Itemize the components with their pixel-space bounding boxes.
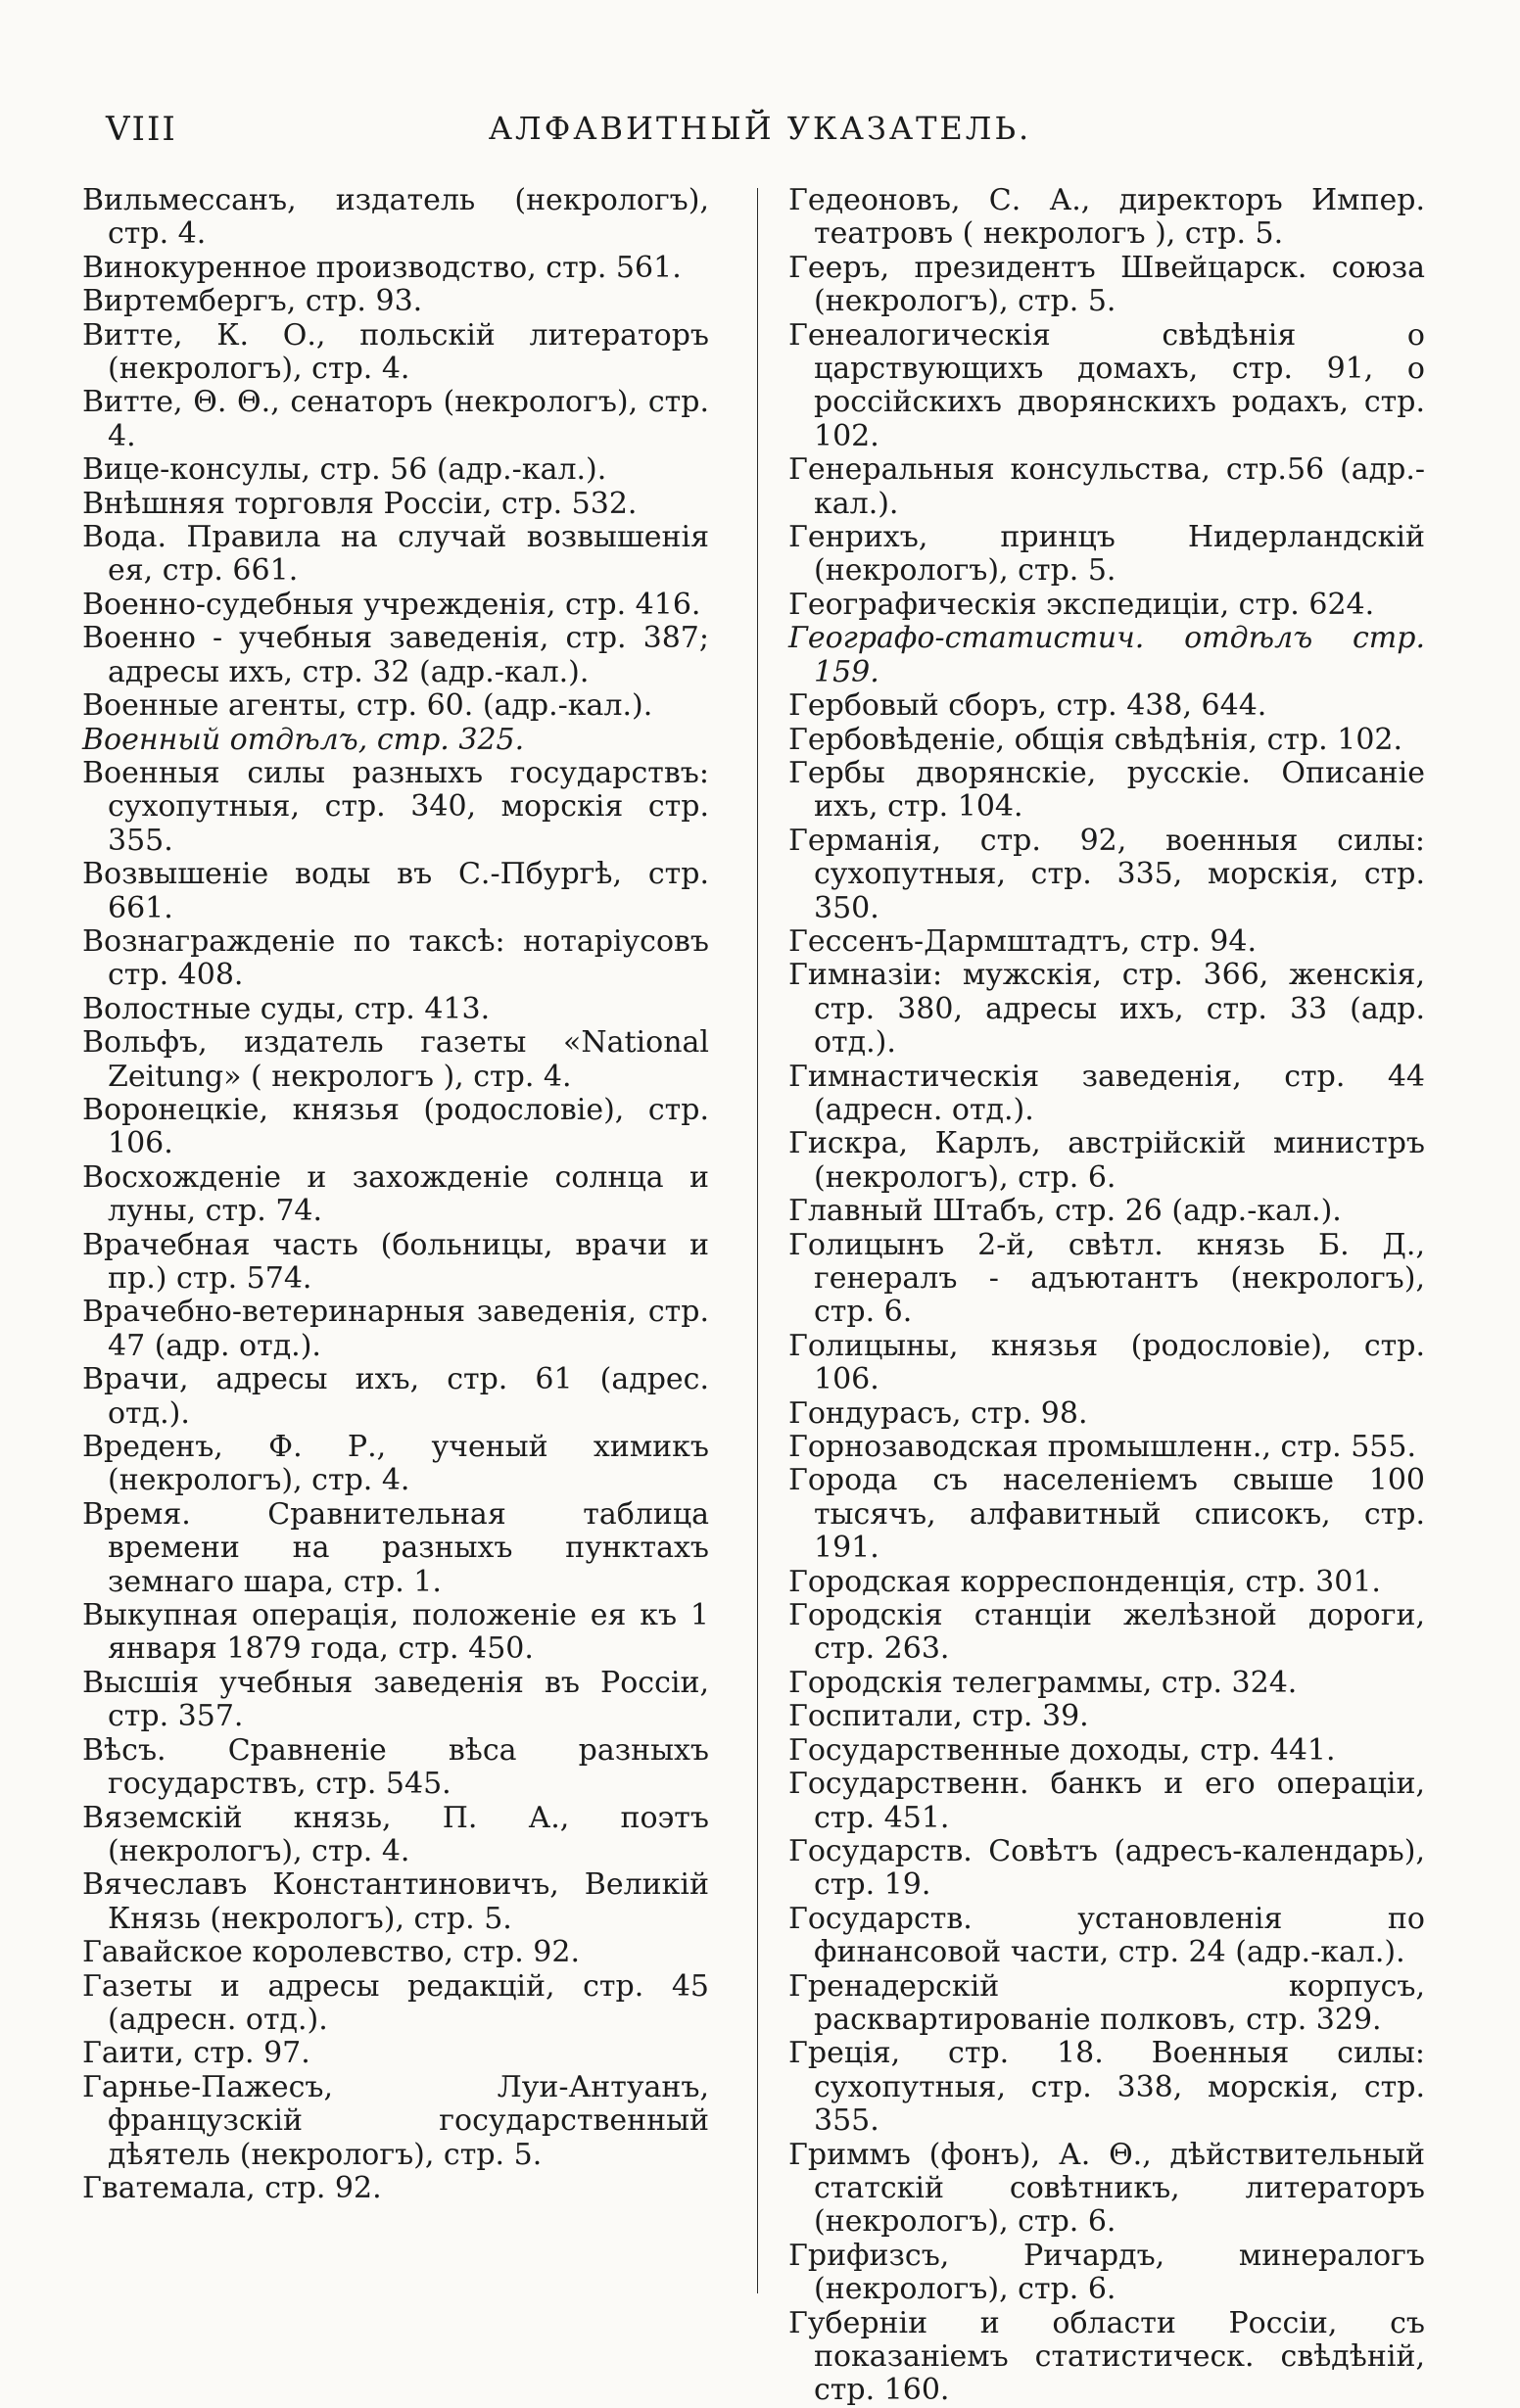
index-entry: Голицынъ 2-й, свѣтл. князь Б. Д., генералъ - адъютантъ (некрологъ), стр. 6. bbox=[788, 1227, 1425, 1330]
index-entry: Воронецкіе, князья (родословіе), стр. 106. bbox=[82, 1092, 709, 1161]
index-entry: Военные агенты, стр. 60. (адр.-кал.). bbox=[82, 688, 653, 724]
index-entry: Гренадерскій корпусъ, расквартированіе полковъ, стр. 329. bbox=[788, 1968, 1425, 2037]
index-entry: Витте, Θ. Θ., сенаторъ (некрологъ), стр. 4. bbox=[82, 385, 709, 453]
index-entry: Вольфъ, издатель газеты «National Zeitung» ( некрологъ ), стр. 4. bbox=[82, 1025, 709, 1094]
index-entry: Военный отдѣлъ, стр. 325. bbox=[82, 722, 525, 757]
index-entry: Вѣсъ. Сравненіе вѣса разныхъ государствъ, стр. 545. bbox=[82, 1732, 709, 1802]
index-entry: Выкупная операція, положеніе ея къ 1 января 1879 года, стр. 450. bbox=[82, 1598, 709, 1667]
index-entry: Германія, стр. 92, военныя силы: сухопутныя, стр. 335, морскія, стр. 350. bbox=[788, 823, 1425, 925]
index-entry: Врачи, адресы ихъ, стр. 61 (адрес. отд.). bbox=[82, 1362, 709, 1431]
index-entry: Гарнье-Пажесъ, Луи-Антуанъ, французскій государственный дѣятель (некрологъ), стр. 5. bbox=[82, 2069, 709, 2172]
index-entry: Генеральныя консульства, стр.56 (адр.-кал.). bbox=[788, 452, 1425, 521]
index-entry: Гербовый сборъ, стр. 438, 644. bbox=[788, 688, 1267, 724]
index-entry: Вице-консулы, стр. 56 (адр.-кал.). bbox=[82, 452, 607, 488]
index-entry: Голицыны, князья (родословіе), стр. 106. bbox=[788, 1328, 1425, 1397]
index-entry: Городскія станціи желѣзной дороги, стр. 263. bbox=[788, 1598, 1425, 1667]
column-divider bbox=[757, 188, 758, 2293]
index-entry: Государственн. банкъ и его операціи, стр. 451. bbox=[788, 1767, 1425, 1835]
index-entry: Гербовѣденіе, общія свѣдѣнія, стр. 102. bbox=[788, 722, 1403, 757]
index-entry: Государственные доходы, стр. 441. bbox=[788, 1732, 1336, 1768]
index-entry: Гаити, стр. 97. bbox=[82, 2036, 310, 2071]
left-column bbox=[82, 184, 709, 2205]
page-number: VIII bbox=[106, 110, 177, 149]
index-entry: Время. Сравнительная таблица времени на разныхъ пунктахъ земнаго шара, стр. 1. bbox=[82, 1496, 709, 1599]
index-entry: Вреденъ, Ф. Р., ученый химикъ (некрологъ), стр. 4. bbox=[82, 1430, 709, 1498]
index-entry: Виртембергъ, стр. 93. bbox=[82, 284, 423, 319]
index-entry: Гавайское королевство, стр. 92. bbox=[82, 1935, 581, 1970]
index-entry: Витте, К. О., польскій литераторъ (некрологъ), стр. 4. bbox=[82, 317, 709, 387]
index-entry: Гимназіи: мужскія, стр. 366, женскія, стр. 380, адресы ихъ, стр. 33 (адр. отд.). bbox=[788, 958, 1425, 1061]
index-entry: Главный Штабъ, стр. 26 (адр.-кал.). bbox=[788, 1194, 1342, 1229]
index-entry: Волостные суды, стр. 413. bbox=[82, 991, 491, 1026]
running-title: АЛФАВИТНЫЙ УКАЗАТЕЛЬ. bbox=[488, 110, 1032, 147]
index-entry: Губерніи и области Россіи, съ показаніемъ статистическ. свѣдѣній, стр. 160. bbox=[788, 2305, 1425, 2408]
index-entry: Врачебно-ветеринарныя заведенія, стр. 47 (адр. отд.). bbox=[82, 1295, 709, 1363]
index-entry: Вильмессанъ, издатель (некрологъ), стр. 4. bbox=[82, 183, 709, 252]
index-entry: Греція, стр. 18. Военныя силы: сухопутныя, стр. 338, морскія, стр. 355. bbox=[788, 2036, 1425, 2139]
index-entry: Гимнастическія заведенія, стр. 44 (адресн. отд.). bbox=[788, 1059, 1425, 1127]
index-entry: Восхожденіе и захожденіе солнца и луны, стр. 74. bbox=[82, 1159, 709, 1229]
index-entry: Гессенъ-Дармштадтъ, стр. 94. bbox=[788, 923, 1257, 959]
index-entry: Военно-судебныя учрежденія, стр. 416. bbox=[82, 587, 701, 622]
index-entry: Грифизсъ, Ричардъ, минералогъ (некрологъ), стр. 6. bbox=[788, 2238, 1425, 2307]
index-entry: Винокуренное производство, стр. 561. bbox=[82, 250, 682, 285]
right-column bbox=[788, 184, 1425, 2408]
index-entry: Гондурасъ, стр. 98. bbox=[788, 1395, 1088, 1431]
index-entry: Вода. Правила на случай возвышенія ея, стр. 661. bbox=[82, 520, 709, 589]
index-entry: Горнозаводская промышленн., стр. 555. bbox=[788, 1430, 1417, 1465]
index-entry: Газеты и адресы редакцій, стр. 45 (адресн. отд.). bbox=[82, 1968, 709, 2037]
index-entry: Вознагражденіе по таксѣ: нотаріусовъ стр. 408. bbox=[82, 923, 709, 993]
index-entry: Городская корреспонденція, стр. 301. bbox=[788, 1564, 1381, 1599]
index-entry: Гискра, Карлъ, австрійскій министръ (некрологъ), стр. 6. bbox=[788, 1126, 1425, 1195]
index-entry: Государств. установленія по финансовой части, стр. 24 (адр.-кал.). bbox=[788, 1901, 1425, 1970]
index-entry: Вячеславъ Константиновичъ, Великій Князь (некрологъ), стр. 5. bbox=[82, 1867, 709, 1936]
index-entry: Гватемала, стр. 92. bbox=[82, 2170, 382, 2205]
index-entry: Геeръ, президентъ Швейцарск. союза (некрологъ), стр. 5. bbox=[788, 250, 1425, 319]
index-entry: Гербы дворянскіе, русскіе. Описаніе ихъ, стр. 104. bbox=[788, 755, 1425, 825]
index-entry: Врачебная часть (больницы, врачи и пр.) стр. 574. bbox=[82, 1227, 709, 1296]
index-entry: Военно - учебныя заведенія, стр. 387; адресы ихъ, стр. 32 (адр.-кал.). bbox=[82, 621, 709, 689]
page-header bbox=[94, 110, 1426, 168]
index-entry: Географическія экспедиціи, стр. 624. bbox=[788, 587, 1375, 622]
index-entry: Внѣшняя торговля Россіи, стр. 532. bbox=[82, 486, 638, 521]
index-entry: Города съ населеніемъ свыше 100 тысячъ, алфавитный списокъ, стр. 191. bbox=[788, 1463, 1425, 1566]
index-entry: Возвышеніе воды въ С.-Пбургѣ, стр. 661. bbox=[82, 857, 709, 925]
index-entry: Гриммъ (фонъ), А. Θ., дѣйствительный статскій совѣтникъ, литераторъ (некрологъ), стр. 6. bbox=[788, 2137, 1425, 2240]
index-entry: Городскія телеграммы, стр. 324. bbox=[788, 1665, 1298, 1700]
index-entry: Высшія учебныя заведенія въ Россіи, стр. 357. bbox=[82, 1665, 709, 1734]
index-entry: Военныя силы разныхъ государствъ: сухопутныя, стр. 340, морскія стр. 355. bbox=[82, 755, 709, 858]
index-entry: Географо-статистич. отдѣлъ стр. 159. bbox=[788, 621, 1425, 689]
index-entry: Вяземскій князь, П. А., поэтъ (некрологъ), стр. 4. bbox=[82, 1800, 709, 1868]
index-entry: Гедеоновъ, С. А., директоръ Импер. театровъ ( некрологъ ), стр. 5. bbox=[788, 183, 1425, 252]
index-entry: Генеалогическія свѣдѣнія о царствующихъ домахъ, стр. 91, о россійскихъ дворянскихъ родахъ, стр. 102. bbox=[788, 317, 1425, 453]
index-entry: Государств. Совѣтъ (адресъ-календарь), стр. 19. bbox=[788, 1833, 1425, 1903]
index-entry: Генрихъ, принцъ Нидерландскій (некрологъ), стр. 5. bbox=[788, 520, 1425, 589]
index-entry: Госпитали, стр. 39. bbox=[788, 1699, 1089, 1734]
